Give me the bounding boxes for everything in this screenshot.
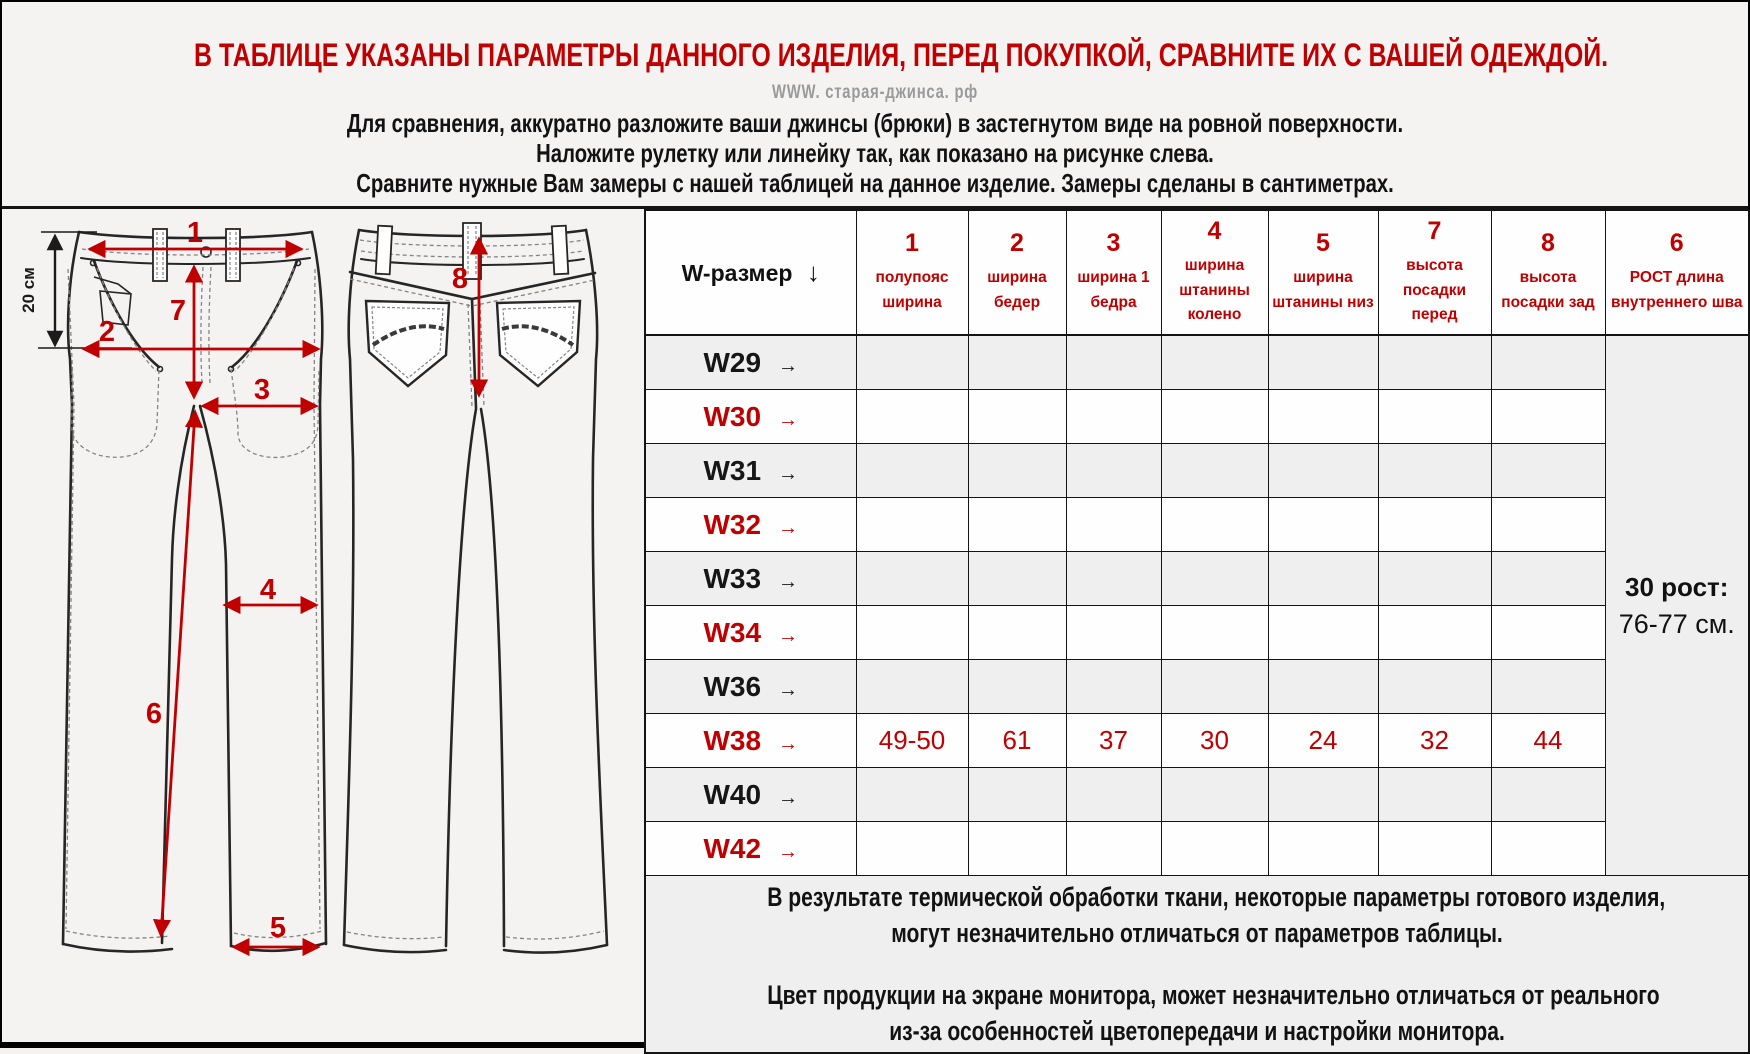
value-cell: [1268, 822, 1378, 876]
value-cell: [1268, 390, 1378, 444]
right-arrow-icon: →: [778, 354, 799, 377]
column-label: РОСТ длина внутреннего шва: [1610, 269, 1743, 311]
value-cell: [1491, 498, 1605, 552]
page-title: В ТАБЛИЦЕ УКАЗАНЫ ПАРАМЕТРЫ ДАННОГО ИЗДЕЛИЯ, ПЕРЕД ПОКУПКОЙ, СРАВНИТЕ ИХ С ВАШЕЙ ОДЕЖДОЙ.: [194, 37, 1609, 73]
size-row-W32: [645, 498, 1749, 552]
value-cell: [856, 390, 968, 444]
right-arrow-icon: →: [778, 786, 799, 809]
value-cell: [1161, 660, 1268, 714]
page-header: [2, 2, 1748, 209]
measure-point-1: 1: [186, 217, 204, 249]
jeans-diagram-svg: [4, 209, 644, 1048]
value-cell: [1066, 822, 1161, 876]
value-cell: [1378, 768, 1491, 822]
value-cell: 49-50: [856, 714, 968, 768]
value-cell: [1268, 768, 1378, 822]
value-cell: [1161, 498, 1268, 552]
value-cell: 37: [1066, 714, 1161, 768]
size-label: W31: [703, 454, 762, 486]
column-number: 8: [1541, 229, 1555, 258]
value-cell: [968, 822, 1066, 876]
right-arrow-icon: →: [778, 462, 799, 485]
measure-point-5: 5: [269, 912, 287, 944]
size-label: W36: [703, 670, 762, 702]
value-cell: [968, 660, 1066, 714]
right-arrow-icon: →: [778, 678, 799, 701]
table-note-row: [645, 876, 1749, 1054]
column-number: 4: [1207, 216, 1222, 245]
right-arrow-icon: →: [778, 570, 799, 593]
website-label: WWW. старая-джинса. рф: [771, 82, 979, 103]
size-cell: [645, 714, 856, 768]
size-label: W32: [703, 508, 762, 540]
value-cell: [1378, 444, 1491, 498]
rost-line2: 76-77 см.: [1618, 608, 1735, 639]
size-row-W42: [645, 822, 1749, 876]
size-cell: [645, 390, 856, 444]
value-cell: [1161, 390, 1268, 444]
instruction-line-1: Для сравнения, аккуратно разложите ваши джинсы (брюки) в застегнутом виде на ровной поверхности.: [346, 108, 1404, 138]
size-cell: [645, 552, 856, 606]
size-label: W29: [703, 346, 762, 378]
value-cell: [968, 606, 1066, 660]
value-cell: [1378, 335, 1491, 390]
size-label: W30: [703, 400, 762, 432]
value-cell: [1066, 552, 1161, 606]
size-cell: [645, 498, 856, 552]
value-cell: [1491, 606, 1605, 660]
right-arrow-icon: →: [778, 624, 799, 647]
column-header-4: [1161, 210, 1268, 335]
note-para1-line1: В результате термической обработки ткани, некоторые параметры готового изделия,: [767, 882, 1666, 912]
rost-merged-cell: [1605, 335, 1749, 876]
value-cell: [1491, 444, 1605, 498]
column-label: ширина бедер: [987, 269, 1047, 311]
size-row-W31: [645, 444, 1749, 498]
value-cell: [1491, 660, 1605, 714]
value-cell: [1161, 822, 1268, 876]
column-header-5: [1268, 210, 1378, 335]
column-header-3: [1066, 210, 1161, 335]
note-para1-line2: могут незначительно отличаться от параметров таблицы.: [891, 918, 1503, 948]
size-row-W29: [645, 335, 1749, 390]
column-label: высота посадки зад: [1501, 269, 1595, 311]
instruction-line-2: Наложите рулетку или линейку так, как показано на рисунке слева.: [536, 138, 1214, 168]
column-header-7: [1378, 210, 1491, 335]
ruler-label: 20 см: [19, 267, 38, 313]
value-cell: [1378, 822, 1491, 876]
value-cell: [1378, 390, 1491, 444]
measure-point-2: 2: [98, 316, 116, 348]
value-cell: [1066, 606, 1161, 660]
column-header-8: [1491, 210, 1605, 335]
value-cell: [856, 444, 968, 498]
note-para2-line1: Цвет продукции на экране монитора, может незначительно отличаться от реального: [767, 980, 1660, 1010]
measure-point-8: 8: [451, 263, 468, 295]
size-row-W38: [645, 714, 1749, 768]
value-cell: [968, 390, 1066, 444]
size-column-label: W-размер: [681, 260, 793, 286]
size-cell: [645, 768, 856, 822]
value-cell: [1268, 335, 1378, 390]
size-cell: [645, 660, 856, 714]
value-cell: [1161, 335, 1268, 390]
value-cell: [1066, 660, 1161, 714]
size-row-W36: [645, 660, 1749, 714]
value-cell: [1161, 606, 1268, 660]
value-cell: [1378, 552, 1491, 606]
value-cell: [1491, 822, 1605, 876]
note-para2-line2: из-за особенностей цветопередачи и настройки монитора.: [889, 1016, 1505, 1046]
value-cell: 30: [1161, 714, 1268, 768]
value-cell: [1066, 335, 1161, 390]
value-cell: [1268, 606, 1378, 660]
value-cell: [1491, 552, 1605, 606]
size-column-header: [645, 210, 856, 335]
value-cell: [968, 444, 1066, 498]
value-cell: [856, 498, 968, 552]
value-cell: 32: [1378, 714, 1491, 768]
value-cell: [1491, 335, 1605, 390]
right-arrow-icon: →: [778, 840, 799, 863]
column-number: 6: [1669, 229, 1684, 258]
column-label: высота посадки перед: [1402, 256, 1467, 324]
table-header-row: [645, 210, 1749, 335]
value-cell: [1491, 768, 1605, 822]
note-gap: [646, 951, 1748, 977]
down-arrow-icon: ↓: [806, 257, 820, 287]
size-row-W33: [645, 552, 1749, 606]
size-table: [644, 209, 1750, 1054]
right-arrow-icon: →: [778, 732, 799, 755]
jeans-front-details: [91, 247, 301, 372]
right-arrow-icon: →: [778, 408, 799, 431]
column-label: ширина 1 бедра: [1077, 269, 1150, 311]
column-header-6: [1605, 210, 1749, 335]
size-row-W30: [645, 390, 1749, 444]
value-cell: [856, 660, 968, 714]
value-cell: [856, 552, 968, 606]
column-header-1: [856, 210, 968, 335]
value-cell: [1268, 444, 1378, 498]
measure-point-4: 4: [259, 574, 277, 606]
value-cell: [1491, 390, 1605, 444]
value-cell: [1268, 552, 1378, 606]
size-label: W34: [703, 616, 762, 648]
value-cell: [968, 768, 1066, 822]
column-label: ширина штанины низ: [1272, 269, 1374, 311]
value-cell: [1161, 768, 1268, 822]
size-cell: [645, 822, 856, 876]
column-label: ширина штанины колено: [1179, 256, 1250, 324]
value-cell: [1066, 444, 1161, 498]
value-cell: 61: [968, 714, 1066, 768]
column-number: 3: [1106, 229, 1121, 258]
value-cell: [1161, 444, 1268, 498]
value-cell: [1268, 498, 1378, 552]
jeans-back-beltloops: [376, 223, 569, 279]
column-header-2: [968, 210, 1066, 335]
value-cell: [1378, 660, 1491, 714]
column-number: 7: [1427, 216, 1442, 245]
size-cell: [645, 335, 856, 390]
value-cell: [968, 552, 1066, 606]
measure-point-7: 7: [169, 295, 186, 327]
value-cell: [1378, 606, 1491, 660]
value-cell: 24: [1268, 714, 1378, 768]
rost-line1: 30 рост:: [1625, 571, 1729, 602]
value-cell: [968, 498, 1066, 552]
column-number: 5: [1316, 229, 1330, 258]
right-arrow-icon: →: [778, 516, 799, 539]
measure-point-3: 3: [253, 374, 271, 406]
value-cell: [856, 606, 968, 660]
size-label: W38: [703, 724, 762, 756]
value-cell: [856, 335, 968, 390]
value-cell: [1066, 390, 1161, 444]
size-row-W34: [645, 606, 1749, 660]
instruction-line-3: Сравните нужные Вам замеры с нашей таблицей на данное изделие. Замеры сделаны в сантиметрах.: [356, 168, 1394, 198]
size-label: W40: [703, 778, 762, 810]
value-cell: [1066, 768, 1161, 822]
size-label: W42: [703, 832, 762, 864]
value-cell: [856, 822, 968, 876]
column-number: 2: [1010, 229, 1024, 258]
measure-point-6: 6: [145, 698, 162, 730]
size-cell: [645, 606, 856, 660]
column-label: полупояс ширина: [875, 269, 949, 311]
value-cell: [1378, 498, 1491, 552]
value-cell: [1066, 498, 1161, 552]
value-cell: [968, 335, 1066, 390]
size-cell: [645, 444, 856, 498]
value-cell: [1268, 660, 1378, 714]
value-cell: 44: [1491, 714, 1605, 768]
value-cell: [1161, 552, 1268, 606]
column-number: 1: [905, 229, 919, 258]
jeans-diagram: [4, 209, 644, 1048]
value-cell: [856, 768, 968, 822]
note-cell: [645, 876, 1749, 1054]
size-label: W33: [703, 562, 762, 594]
size-row-W40: [645, 768, 1749, 822]
